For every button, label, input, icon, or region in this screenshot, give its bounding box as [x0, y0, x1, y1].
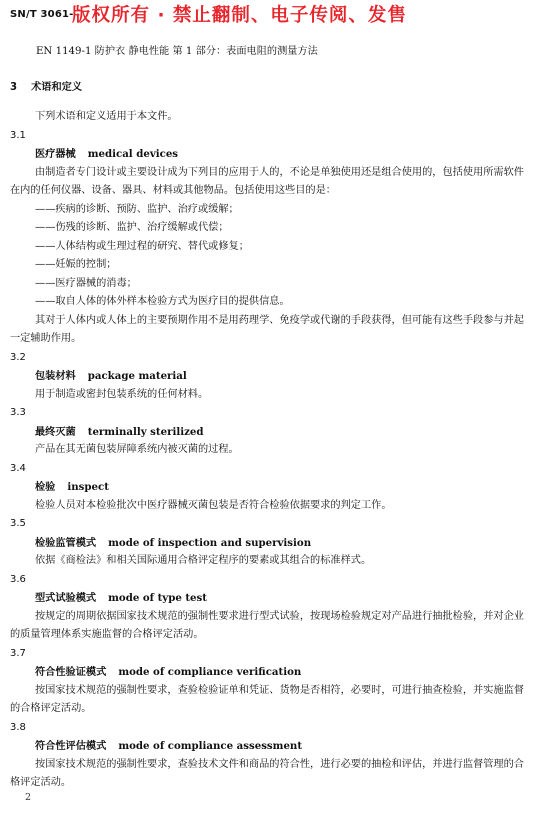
- definition-paragraph: 产品在其无菌包装屏障系统内被灭菌的过程。: [35, 444, 239, 455]
- term-zh: 符合性验证模式: [35, 666, 107, 678]
- definition-list-item: ——人体结构或生理过程的研究、替代或修复；: [35, 240, 249, 252]
- term-number: 3.3: [10, 407, 26, 418]
- term-heading: [10, 737, 524, 756]
- term-en: mode of type test: [108, 592, 207, 604]
- definition-paragraph: 由制造者专门设计或主要设计成为下列目的应用于人的，不论是单独使用还是组合使用的，包括使用所需软件在内的任何仪器、设备、器具、材料或其他物品。包括使用这些目的是：: [10, 166, 524, 196]
- definition-list-item: ——取自人体的体外样本检验方式为医疗目的提供信息。: [35, 296, 290, 307]
- terms-list: [10, 127, 524, 793]
- definition-paragraph: 用于制造或密封包装系统的任何材料。: [35, 388, 209, 400]
- definition-list-item: ——医疗器械的消毒；: [35, 277, 137, 289]
- definition-paragraph: 依据《商检法》和相关国际通用合格评定程序的要素或其组合的标准样式。: [35, 555, 372, 566]
- standard-code: SN/T 3061-: [10, 9, 74, 20]
- section-number: 3: [10, 82, 18, 93]
- section-title-text: 术语和定义: [31, 82, 83, 93]
- term-zh: 医疗器械: [35, 148, 76, 160]
- term-zh: 检验监管模式: [35, 536, 97, 549]
- definition-paragraph: 其对于人体内或人体上的主要预期作用不是用药理学、免疫学或代谢的手段获得，但可能有这些手段参与并起一定辅助作用。: [10, 314, 524, 344]
- term-number: 3.6: [10, 573, 26, 585]
- definition-paragraph: 按国家技术规范的强制性要求，查验检验证单和凭证、货物是否相符，必要时，可进行抽查检验，并实施监督的合格评定活动。: [10, 684, 524, 714]
- definition-paragraph: 按国家技术规范的强制性要求，查验技术文件和商品的符合性，进行必要的抽检和评估，并进行监督管理的合格评定活动。: [10, 758, 524, 788]
- term-heading: [10, 663, 524, 682]
- term-en: mode of compliance assessment: [118, 740, 303, 752]
- term-number: 3.8: [10, 721, 26, 733]
- section-heading: [10, 78, 82, 93]
- term-zh: 检验: [35, 481, 56, 493]
- term-en: inspect: [67, 481, 109, 493]
- terms-body: [10, 108, 524, 793]
- term-number: 3.1: [10, 129, 26, 141]
- term-number: 3.4: [10, 462, 26, 474]
- term-number: 3.5: [10, 518, 26, 529]
- definition-paragraph: 按规定的周期依据国家技术规范的强制性要求进行型式试验，按现场检验规定对产品进行抽批检验，并对企业的质量管理体系实施监督的合格评定活动。: [10, 610, 524, 640]
- term-en: mode of compliance verification: [118, 666, 302, 678]
- definition-list-item: ——疾病的诊断、预防、监护、治疗或缓解；: [35, 203, 239, 215]
- term-zh: 型式试验模式: [35, 592, 97, 604]
- term-en: terminally sterilized: [87, 425, 204, 438]
- term-zh: 最终灭菌: [35, 425, 76, 438]
- term-heading: [10, 367, 524, 386]
- term-number: 3.7: [10, 647, 26, 659]
- term-heading: [10, 145, 524, 164]
- term-zh: 包装材料: [35, 370, 76, 382]
- page-number: 2: [25, 792, 32, 803]
- term-heading: [10, 534, 524, 553]
- definition-list-item: ——伤残的诊断、监护、治疗缓解或代偿；: [35, 222, 229, 233]
- term-zh: 符合性评估模式: [35, 740, 107, 752]
- definition-paragraph: 检验人员对本检验批次中医疗器械灭菌包装是否符合检验依据要求的判定工作。: [35, 499, 392, 511]
- definition-list-item: ——妊娠的控制；: [35, 259, 117, 270]
- normative-reference: EN 1149-1 防护衣 静电性能 第 1 部分：表面电阻的测量方法: [36, 46, 318, 57]
- term-heading: [10, 589, 524, 608]
- copyright-watermark: 版权所有 · 禁止翻制、电子传阅、发售: [72, 5, 407, 26]
- intro-paragraph: 下列术语和定义适用于本文件。: [35, 111, 178, 122]
- term-en: package material: [87, 370, 187, 382]
- term-heading: [10, 478, 524, 497]
- term-heading: [10, 423, 524, 442]
- term-en: medical devices: [87, 148, 179, 160]
- term-en: mode of inspection and supervision: [108, 536, 312, 549]
- term-number: 3.2: [10, 351, 26, 363]
